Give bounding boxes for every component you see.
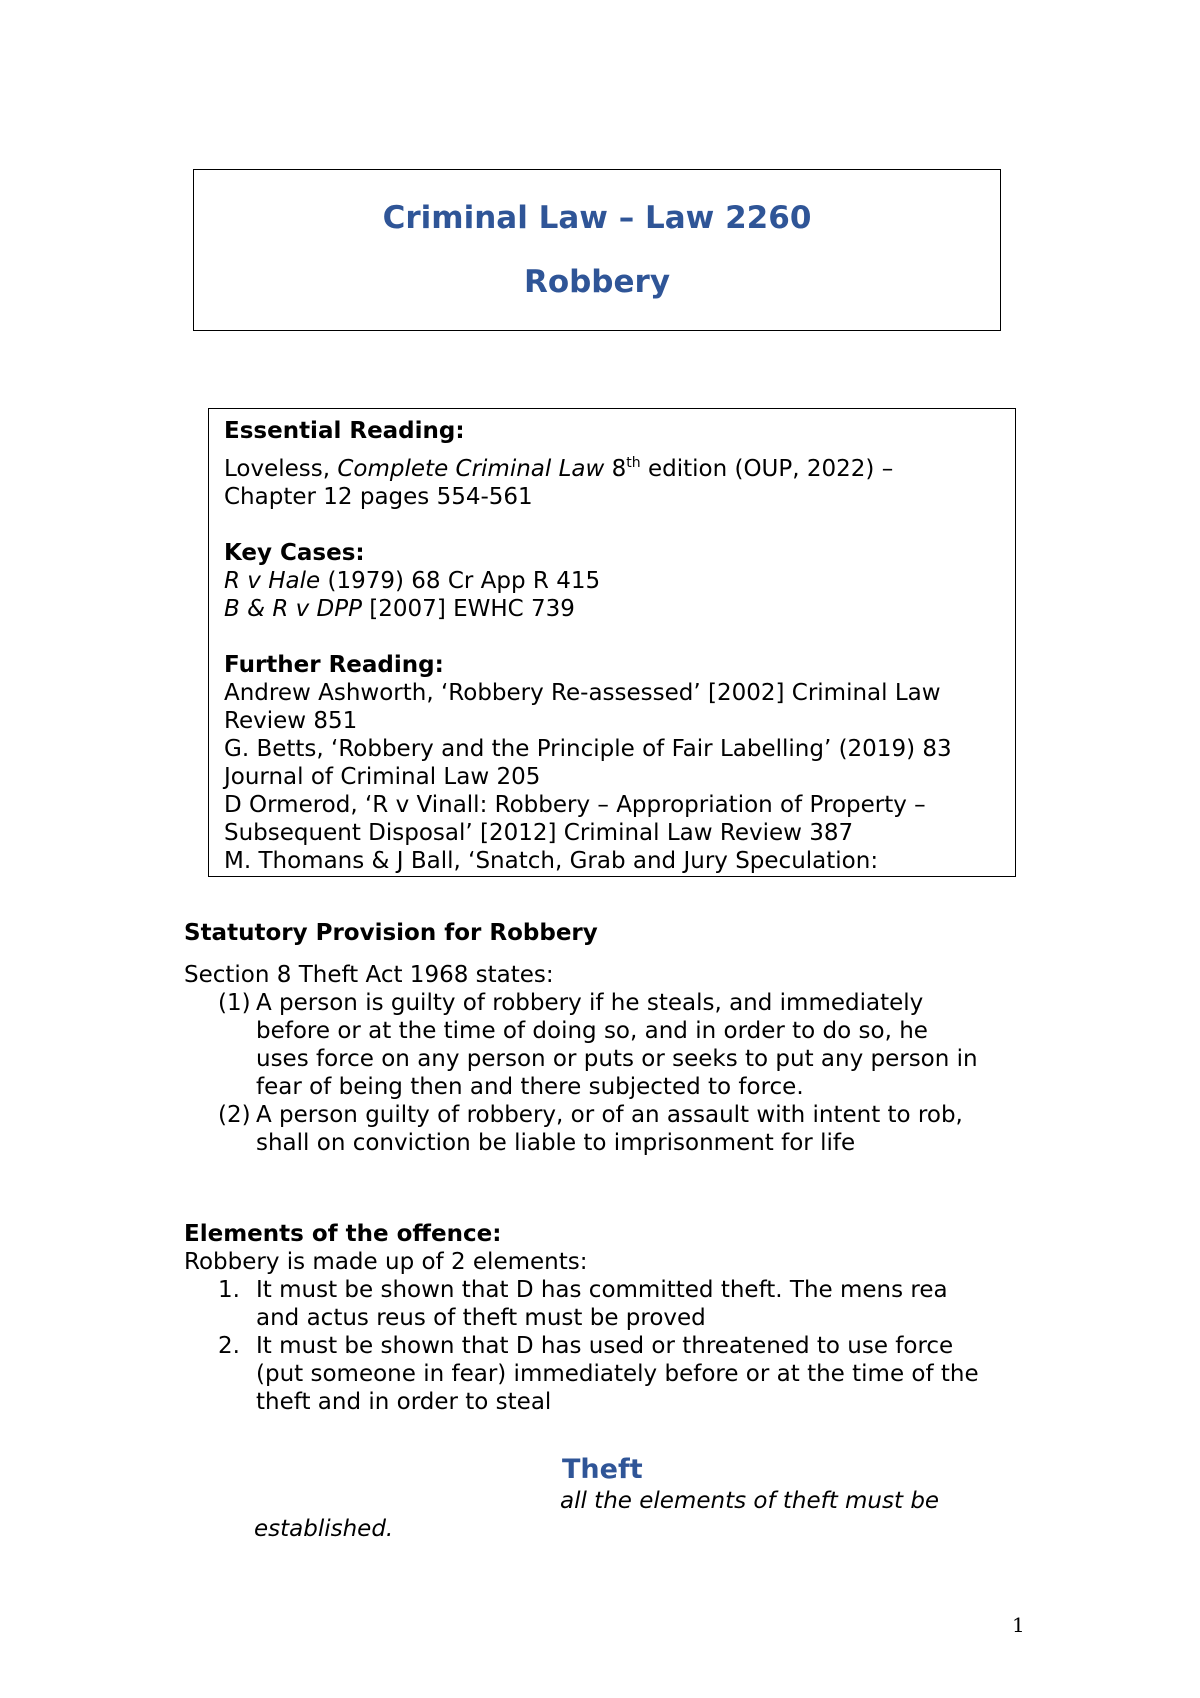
essential-author: Loveless, — [224, 456, 338, 482]
case-item — [224, 595, 997, 623]
key-cases-heading: Key Cases: — [224, 540, 365, 566]
case-citation: [2007] EWHC 739 — [362, 596, 575, 622]
statutory-section — [184, 919, 1044, 1157]
item-line: A person is guilty of robbery if he steals, and immediately — [256, 990, 924, 1016]
case-item — [224, 567, 997, 595]
item-line: A person guilty of robbery, or of an assault with intent to rob, — [256, 1102, 963, 1128]
essential-edition-number: 8 — [604, 456, 627, 482]
item-line: shall on conviction be liable to imprisonment for life — [256, 1130, 856, 1156]
title-box — [193, 169, 1001, 331]
further-reading-line: G. Betts, ‘Robbery and the Principle of Fair Labelling’ (2019) 83 — [224, 736, 952, 762]
essential-reading-heading: Essential Reading: — [224, 418, 465, 444]
course-title: Criminal Law – Law 2260 — [382, 200, 812, 236]
item-line: (put someone in fear) immediately before or at the time of the — [256, 1361, 979, 1387]
item-number: 1. — [218, 1277, 240, 1303]
theft-heading: Theft — [562, 1454, 643, 1485]
reading-content — [224, 417, 997, 875]
element-item — [184, 1332, 1044, 1416]
item-line: and actus reus of theft must be proved — [256, 1305, 706, 1331]
item-number: (2) — [218, 1102, 251, 1128]
elements-heading: Elements of the offence: — [184, 1221, 502, 1247]
further-reading-line: M. Thomans & J Ball, ‘Snatch, Grab and Jury Speculation: — [224, 848, 879, 874]
statutory-intro: Section 8 Theft Act 1968 states: — [184, 962, 554, 988]
case-name: B & R v DPP — [224, 596, 362, 622]
theft-text-line: all the elements of theft must be — [560, 1488, 940, 1514]
further-reading-line: D Ormerod, ‘R v Vinall: Robbery – Appropriation of Property – — [224, 792, 926, 818]
item-line: theft and in order to steal — [256, 1389, 552, 1415]
further-reading-line: Andrew Ashworth, ‘Robbery Re-assessed’ [2002] Criminal Law — [224, 680, 941, 706]
statutory-list — [184, 989, 1044, 1157]
statutory-heading: Statutory Provision for Robbery — [184, 920, 598, 946]
item-line: before or at the time of doing so, and in order to do so, he — [256, 1018, 928, 1044]
item-line: fear of being then and there subjected to force. — [256, 1074, 804, 1100]
elements-list — [184, 1276, 1044, 1416]
item-number: (1) — [218, 990, 251, 1016]
elements-intro: Robbery is made up of 2 elements: — [184, 1249, 588, 1275]
further-reading-line: Subsequent Disposal’ [2012] Criminal Law Review 387 — [224, 820, 854, 846]
case-name: R v Hale — [224, 568, 321, 594]
item-number: 2. — [218, 1333, 240, 1359]
essential-reading-line — [224, 455, 997, 483]
further-reading-line: Review 851 — [224, 708, 358, 734]
statutory-item — [184, 1101, 1044, 1157]
essential-publication: edition (OUP, 2022) – — [640, 456, 894, 482]
page-number: 1 — [1012, 1613, 1025, 1637]
theft-text-line: established. — [254, 1516, 394, 1542]
elements-section — [184, 1220, 1044, 1416]
further-reading-line: Journal of Criminal Law 205 — [224, 764, 541, 790]
essential-book-title: Complete Criminal Law — [337, 456, 605, 482]
further-reading-heading: Further Reading: — [224, 652, 444, 678]
essential-chapter-line: Chapter 12 pages 554-561 — [224, 484, 533, 510]
item-line: It must be shown that D has used or threatened to use force — [256, 1333, 954, 1359]
item-line: uses force on any person or puts or seeks to put any person in — [256, 1046, 978, 1072]
item-line: It must be shown that D has committed theft. The mens rea — [256, 1277, 948, 1303]
essential-edition-suffix: th — [626, 455, 641, 471]
element-item — [184, 1276, 1044, 1332]
topic-title: Robbery — [523, 264, 671, 300]
reading-box — [208, 408, 1016, 877]
statutory-item — [184, 989, 1044, 1101]
case-citation: (1979) 68 Cr App R 415 — [320, 568, 601, 594]
